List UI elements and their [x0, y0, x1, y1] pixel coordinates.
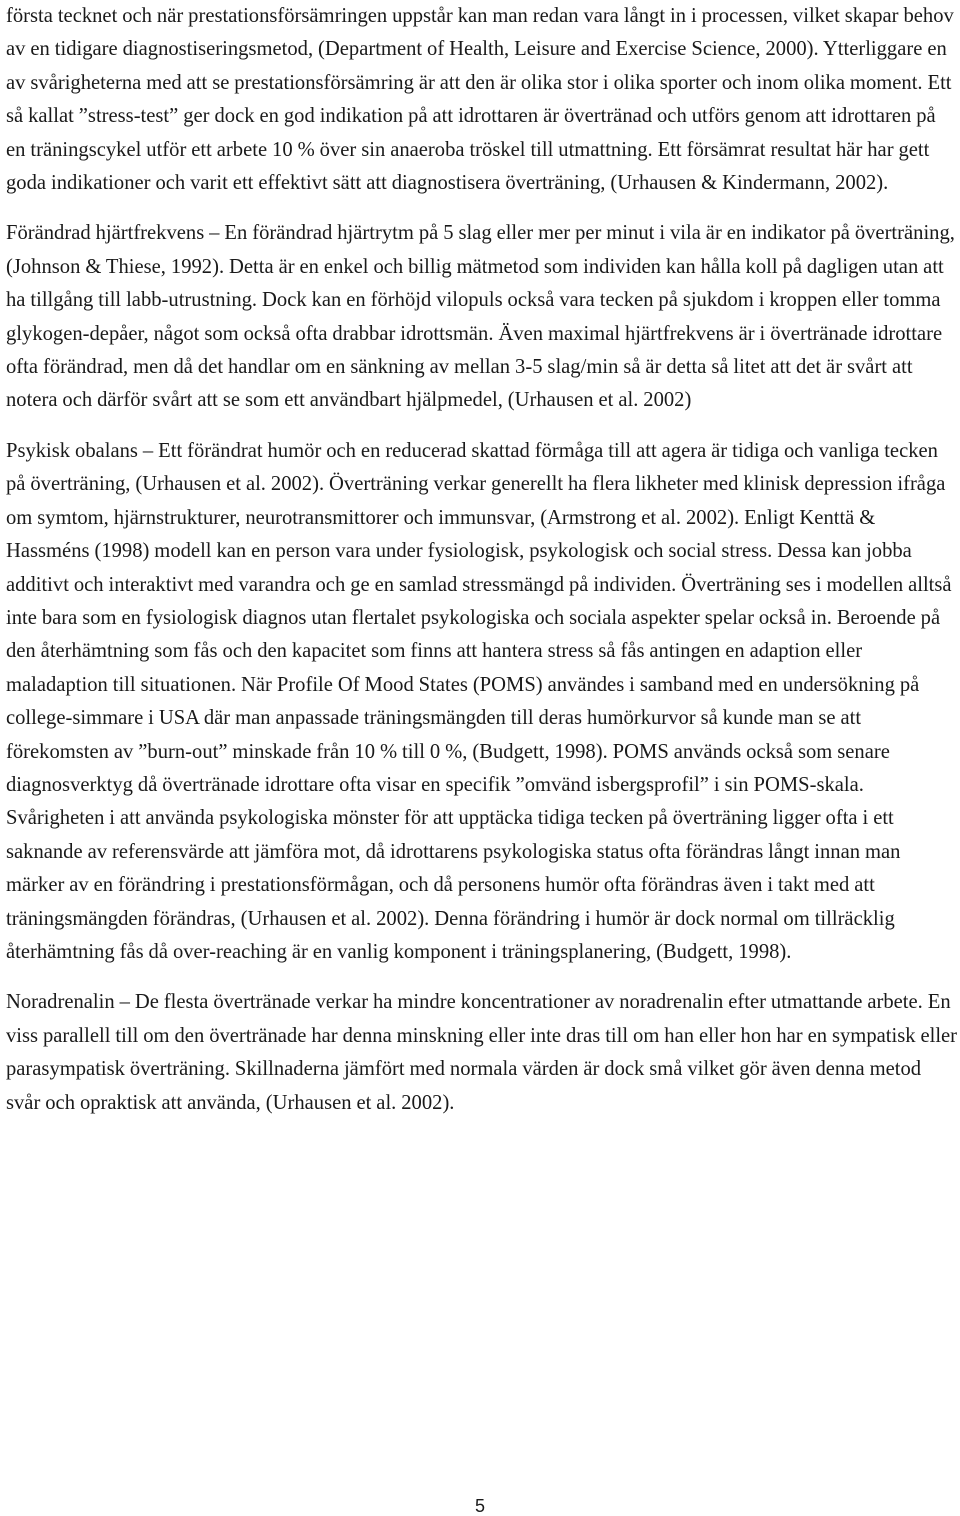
paragraph-heart-rate: Förändrad hjärtfrekvens – En förändrad hjärtrytm på 5 slag eller mer per minut i vila är en indikator på överträning, (Johnson & Thiese, 1992). Detta är en enkel och billig mätmetod som individen kan hålla koll på dagligen utan att ha tillgång till labb-utrustning. Dock kan en förhöjd vilopuls också vara tecken på sjukdom i kroppen eller tomma glykogen-depåer, något som också ofta drabbar idrottsmän. Även maximal hjärtfrekvens är i övertränade idrottare ofta förändrad, men då det handlar om en sänkning av mellan 3-5 slag/min så är detta så litet att det är svårt att notera och därför svårt att se som ett användbart hjälpmedel, (Urhausen et al. 2002) [6, 222, 955, 412]
paragraph-performance-decline: första tecknet och när prestationsförsämringen uppstår kan man redan vara långt in i processen, vilket skapar behov av en tidigare diagnostiseringsmetod, (Department of Health, Leisure and Exercise Science, 2000). Ytterliggare en av svårigheterna med att se prestationsförsämring är att den är olika stor i olika sporter och inom olika moment. Ett så kallat ”stress-test” ger dock en god indikation på att idrottaren är övertränad och utförs genom att idrottaren på en träningscykel utför ett arbete 10 % över sin anaeroba tröskel till utmattning. Ett försämrat resultat här har gett goda indikationer och varit ett effektivt sätt att diagnostisera överträning, (Urhausen & Kindermann, 2002). [6, 5, 954, 195]
body-text [6, 0, 958, 1120]
page-number: 5 [474, 1496, 485, 1516]
paragraph-psychological-imbalance: Psykisk obalans – Ett förändrat humör och en reducerad skattad förmåga till att agera är tidiga och vanliga tecken på överträning, (Urhausen et al. 2002). Överträning verkar generellt ha flera likheter med klinisk depression ifråga om symtom, hjärnstrukturer, neurotransmittorer och immunsvar, (Armstrong et al. 2002). Enligt Kenttä & Hassméns (1998) modell kan en person vara under fysiologisk, psykologisk och social stress. Dessa kan jobba additivt och interaktivt med varandra och ge en samlad stressmängd på individen. Överträning ses i modellen alltså inte bara som en fysiologisk diagnos utan flertalet psykologiska och sociala aspekter spelar också in. Beroende på den återhämtning som fås och den kapacitet som finns att hantera stress så fås antingen en adaption eller maladaption till situationen. När Profile Of Mood States (POMS) användes i samband med en undersökning på college-simmare i USA där man anpassade träningsmängden till deras humörkurvor så kunde man se att förekomsten av ”burn-out” minskade från 10 % till 0 %, (Budgett, 1998). POMS används också som senare diagnosverktyg då övertränade idrottare ofta visar en specifik ”omvänd isbergsprofil” i sin POMS-skala. Svårigheten i att använda psykologiska mönster för att upptäcka tidiga tecken på överträning ligger ofta i ett saknande av referensvärde att jämföra mot, då idrottarens psykologiska status ofta förändras långt innan man märker av en förändring i prestationsförmågan, och då personens humör ofta förändras även i takt med att träningsmängden förändras, (Urhausen et al. 2002). Denna förändring i humör är dock normal om tillräcklig återhämtning fås då over-reaching är en vanlig komponent i träningsplanering, (Budgett, 1998). [6, 439, 952, 963]
paragraph-noradrenaline: Noradrenalin – De flesta övertränade verkar ha mindre koncentrationer av noradrenalin efter utmattande arbete. En viss parallell till om den övertränade har denna minskning eller inte dras till om han eller hon har en sympatisk eller parasympatisk överträning. Skillnaderna jämfört med normala värden är dock små vilket gör även denna metod svår och opraktisk att använda, (Urhausen et al. 2002). [6, 991, 958, 1114]
